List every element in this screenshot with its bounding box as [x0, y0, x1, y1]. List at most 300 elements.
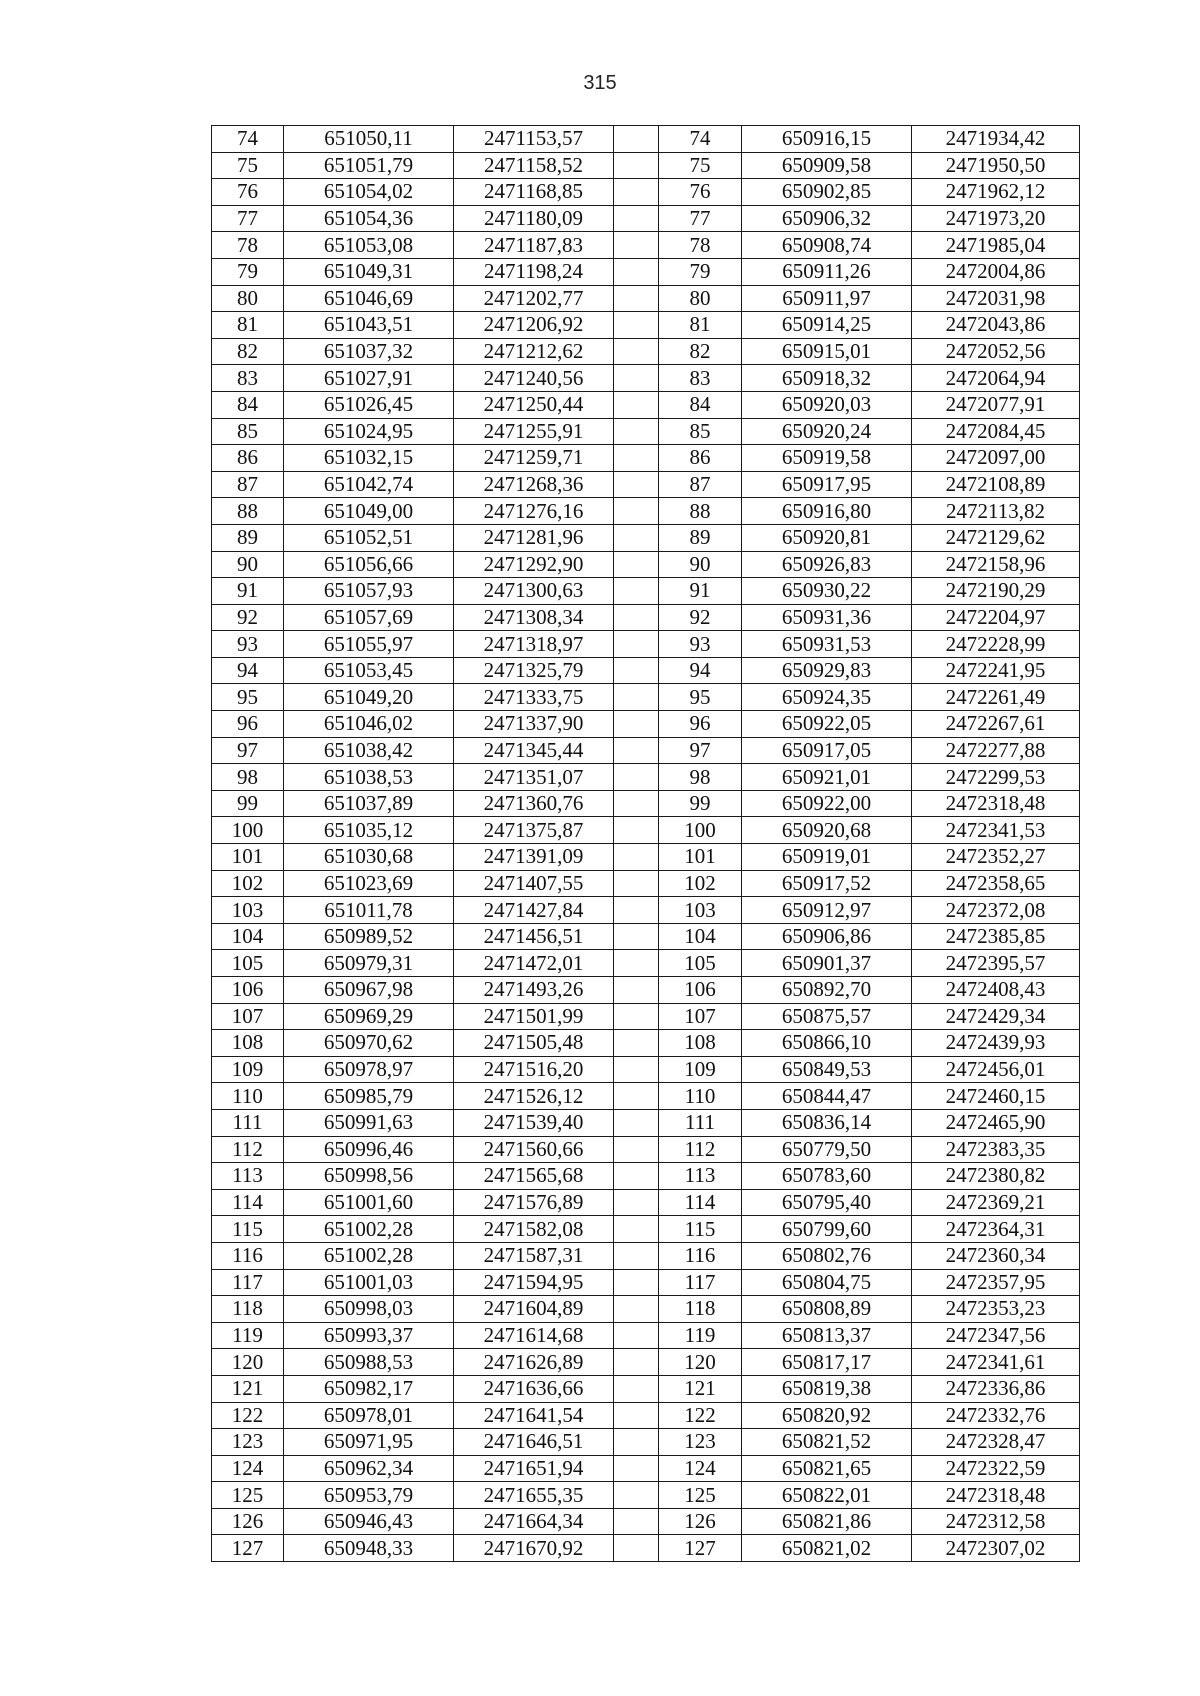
y-coordinate-left: 2471670,92: [454, 1535, 614, 1562]
y-coordinate-left: 2471180,09: [454, 205, 614, 232]
table-row: [212, 1163, 1080, 1190]
point-number-right: 124: [659, 1455, 742, 1482]
point-number-right: 108: [659, 1030, 742, 1057]
y-coordinate-left: 2471582,08: [454, 1216, 614, 1243]
table-row: [212, 1216, 1080, 1243]
x-coordinate-right: 650921,01: [742, 764, 912, 791]
point-number-right: 109: [659, 1056, 742, 1083]
y-coordinate-left: 2471318,97: [454, 631, 614, 658]
empty-separator-cell: [614, 1508, 659, 1535]
empty-separator-cell: [614, 1056, 659, 1083]
x-coordinate-right: 650844,47: [742, 1083, 912, 1110]
y-coordinate-left: 2471168,85: [454, 179, 614, 206]
y-coordinate-right: 2471950,50: [912, 152, 1080, 179]
point-number-left: 93: [212, 631, 284, 658]
empty-separator-cell: [614, 126, 659, 153]
x-coordinate-left: 650985,79: [284, 1083, 454, 1110]
y-coordinate-left: 2471646,51: [454, 1429, 614, 1456]
point-number-right: 110: [659, 1083, 742, 1110]
x-coordinate-left: 651052,51: [284, 524, 454, 551]
point-number-left: 126: [212, 1508, 284, 1535]
x-coordinate-left: 650946,43: [284, 1508, 454, 1535]
empty-separator-cell: [614, 1535, 659, 1562]
empty-separator-cell: [614, 1429, 659, 1456]
point-number-right: 84: [659, 391, 742, 418]
point-number-left: 113: [212, 1163, 284, 1190]
y-coordinate-left: 2471308,34: [454, 604, 614, 631]
y-coordinate-right: 2472084,45: [912, 418, 1080, 445]
y-coordinate-right: 2472261,49: [912, 684, 1080, 711]
table-row: [212, 604, 1080, 631]
point-number-right: 77: [659, 205, 742, 232]
x-coordinate-right: 650819,38: [742, 1375, 912, 1402]
point-number-left: 107: [212, 1003, 284, 1030]
table-row: [212, 1375, 1080, 1402]
x-coordinate-right: 650849,53: [742, 1056, 912, 1083]
x-coordinate-right: 650908,74: [742, 232, 912, 259]
x-coordinate-left: 650948,33: [284, 1535, 454, 1562]
x-coordinate-left: 650989,52: [284, 923, 454, 950]
y-coordinate-right: 2472336,86: [912, 1375, 1080, 1402]
y-coordinate-right: 2472460,15: [912, 1083, 1080, 1110]
table-row: [212, 338, 1080, 365]
table-row: [212, 1455, 1080, 1482]
point-number-right: 118: [659, 1296, 742, 1323]
table-row: [212, 1030, 1080, 1057]
point-number-right: 80: [659, 285, 742, 312]
empty-separator-cell: [614, 1136, 659, 1163]
point-number-left: 95: [212, 684, 284, 711]
point-number-left: 75: [212, 152, 284, 179]
x-coordinate-right: 650821,65: [742, 1455, 912, 1482]
y-coordinate-right: 2472267,61: [912, 711, 1080, 738]
y-coordinate-left: 2471187,83: [454, 232, 614, 259]
y-coordinate-left: 2471391,09: [454, 844, 614, 871]
x-coordinate-left: 650998,03: [284, 1296, 454, 1323]
y-coordinate-left: 2471202,77: [454, 285, 614, 312]
point-number-left: 79: [212, 258, 284, 285]
point-number-right: 116: [659, 1242, 742, 1269]
point-number-left: 123: [212, 1429, 284, 1456]
x-coordinate-left: 651054,02: [284, 179, 454, 206]
x-coordinate-right: 650821,86: [742, 1508, 912, 1535]
point-number-left: 122: [212, 1402, 284, 1429]
x-coordinate-left: 651026,45: [284, 391, 454, 418]
y-coordinate-right: 2472369,21: [912, 1189, 1080, 1216]
point-number-right: 114: [659, 1189, 742, 1216]
x-coordinate-left: 651030,68: [284, 844, 454, 871]
point-number-left: 112: [212, 1136, 284, 1163]
empty-separator-cell: [614, 657, 659, 684]
y-coordinate-left: 2471300,63: [454, 578, 614, 605]
empty-separator-cell: [614, 844, 659, 871]
y-coordinate-right: 2472395,57: [912, 950, 1080, 977]
x-coordinate-left: 650991,63: [284, 1109, 454, 1136]
table-row: [212, 1296, 1080, 1323]
point-number-right: 117: [659, 1269, 742, 1296]
table-row: [212, 578, 1080, 605]
table-row: [212, 1109, 1080, 1136]
point-number-right: 122: [659, 1402, 742, 1429]
empty-separator-cell: [614, 551, 659, 578]
empty-separator-cell: [614, 897, 659, 924]
empty-separator-cell: [614, 604, 659, 631]
x-coordinate-left: 651032,15: [284, 445, 454, 472]
x-coordinate-right: 650914,25: [742, 312, 912, 339]
y-coordinate-right: 2472408,43: [912, 977, 1080, 1004]
x-coordinate-right: 650920,03: [742, 391, 912, 418]
empty-separator-cell: [614, 1109, 659, 1136]
y-coordinate-right: 2472277,88: [912, 737, 1080, 764]
x-coordinate-right: 650836,14: [742, 1109, 912, 1136]
point-number-right: 79: [659, 258, 742, 285]
table-row: [212, 977, 1080, 1004]
point-number-left: 76: [212, 179, 284, 206]
y-coordinate-left: 2471560,66: [454, 1136, 614, 1163]
y-coordinate-left: 2471655,35: [454, 1482, 614, 1509]
y-coordinate-right: 2472358,65: [912, 870, 1080, 897]
point-number-left: 111: [212, 1109, 284, 1136]
empty-separator-cell: [614, 1296, 659, 1323]
y-coordinate-right: 2472064,94: [912, 365, 1080, 392]
x-coordinate-left: 651002,28: [284, 1216, 454, 1243]
table-row: [212, 1003, 1080, 1030]
point-number-right: 107: [659, 1003, 742, 1030]
y-coordinate-right: 2472456,01: [912, 1056, 1080, 1083]
table-row: [212, 152, 1080, 179]
point-number-left: 101: [212, 844, 284, 871]
point-number-right: 123: [659, 1429, 742, 1456]
x-coordinate-right: 650906,32: [742, 205, 912, 232]
empty-separator-cell: [614, 950, 659, 977]
y-coordinate-right: 2472052,56: [912, 338, 1080, 365]
y-coordinate-right: 2472364,31: [912, 1216, 1080, 1243]
point-number-right: 92: [659, 604, 742, 631]
point-number-left: 100: [212, 817, 284, 844]
table-row: [212, 1242, 1080, 1269]
point-number-left: 74: [212, 126, 284, 153]
y-coordinate-left: 2471565,68: [454, 1163, 614, 1190]
y-coordinate-right: 2472341,53: [912, 817, 1080, 844]
point-number-right: 113: [659, 1163, 742, 1190]
x-coordinate-left: 650970,62: [284, 1030, 454, 1057]
y-coordinate-left: 2471153,57: [454, 126, 614, 153]
x-coordinate-right: 650911,97: [742, 285, 912, 312]
x-coordinate-left: 650978,01: [284, 1402, 454, 1429]
x-coordinate-right: 650866,10: [742, 1030, 912, 1057]
empty-separator-cell: [614, 1003, 659, 1030]
empty-separator-cell: [614, 418, 659, 445]
y-coordinate-right: 2472190,29: [912, 578, 1080, 605]
x-coordinate-left: 651042,74: [284, 471, 454, 498]
point-number-right: 82: [659, 338, 742, 365]
y-coordinate-left: 2471375,87: [454, 817, 614, 844]
point-number-right: 93: [659, 631, 742, 658]
x-coordinate-right: 650922,00: [742, 790, 912, 817]
x-coordinate-right: 650919,01: [742, 844, 912, 871]
x-coordinate-left: 651027,91: [284, 365, 454, 392]
point-number-left: 121: [212, 1375, 284, 1402]
x-coordinate-left: 651055,97: [284, 631, 454, 658]
x-coordinate-right: 650917,05: [742, 737, 912, 764]
x-coordinate-left: 651053,08: [284, 232, 454, 259]
table-row: [212, 737, 1080, 764]
y-coordinate-right: 2472077,91: [912, 391, 1080, 418]
empty-separator-cell: [614, 312, 659, 339]
x-coordinate-right: 650821,52: [742, 1429, 912, 1456]
x-coordinate-right: 650920,68: [742, 817, 912, 844]
point-number-left: 90: [212, 551, 284, 578]
point-number-right: 75: [659, 152, 742, 179]
x-coordinate-right: 650911,26: [742, 258, 912, 285]
x-coordinate-right: 650892,70: [742, 977, 912, 1004]
point-number-left: 119: [212, 1322, 284, 1349]
table-row: [212, 498, 1080, 525]
y-coordinate-left: 2471268,36: [454, 471, 614, 498]
empty-separator-cell: [614, 445, 659, 472]
point-number-left: 84: [212, 391, 284, 418]
point-number-right: 126: [659, 1508, 742, 1535]
point-number-right: 99: [659, 790, 742, 817]
point-number-right: 103: [659, 897, 742, 924]
x-coordinate-left: 651053,45: [284, 657, 454, 684]
point-number-right: 98: [659, 764, 742, 791]
y-coordinate-left: 2471493,26: [454, 977, 614, 1004]
point-number-left: 83: [212, 365, 284, 392]
y-coordinate-right: 2471934,42: [912, 126, 1080, 153]
y-coordinate-right: 2472347,56: [912, 1322, 1080, 1349]
table-row: [212, 126, 1080, 153]
empty-separator-cell: [614, 338, 659, 365]
x-coordinate-left: 651024,95: [284, 418, 454, 445]
point-number-left: 106: [212, 977, 284, 1004]
y-coordinate-right: 2472004,86: [912, 258, 1080, 285]
x-coordinate-left: 650962,34: [284, 1455, 454, 1482]
y-coordinate-left: 2471333,75: [454, 684, 614, 711]
empty-separator-cell: [614, 631, 659, 658]
empty-separator-cell: [614, 1269, 659, 1296]
x-coordinate-left: 651049,20: [284, 684, 454, 711]
y-coordinate-right: 2472129,62: [912, 524, 1080, 551]
x-coordinate-left: 651023,69: [284, 870, 454, 897]
point-number-right: 101: [659, 844, 742, 871]
y-coordinate-left: 2471407,55: [454, 870, 614, 897]
x-coordinate-right: 650931,53: [742, 631, 912, 658]
y-coordinate-left: 2471427,84: [454, 897, 614, 924]
y-coordinate-left: 2471664,34: [454, 1508, 614, 1535]
table-row: [212, 179, 1080, 206]
page-number: 315: [583, 72, 617, 94]
table-row: [212, 1083, 1080, 1110]
y-coordinate-left: 2471651,94: [454, 1455, 614, 1482]
point-number-left: 103: [212, 897, 284, 924]
point-number-left: 109: [212, 1056, 284, 1083]
point-number-left: 110: [212, 1083, 284, 1110]
y-coordinate-left: 2471337,90: [454, 711, 614, 738]
point-number-right: 96: [659, 711, 742, 738]
point-number-left: 118: [212, 1296, 284, 1323]
empty-separator-cell: [614, 1322, 659, 1349]
x-coordinate-right: 650817,17: [742, 1349, 912, 1376]
table-row: [212, 1508, 1080, 1535]
x-coordinate-left: 650978,97: [284, 1056, 454, 1083]
x-coordinate-right: 650802,76: [742, 1242, 912, 1269]
table-row: [212, 391, 1080, 418]
table-row: [212, 1429, 1080, 1456]
y-coordinate-right: 2472383,35: [912, 1136, 1080, 1163]
x-coordinate-right: 650808,89: [742, 1296, 912, 1323]
x-coordinate-right: 650821,02: [742, 1535, 912, 1562]
x-coordinate-left: 650969,29: [284, 1003, 454, 1030]
table-row: [212, 232, 1080, 259]
point-number-left: 97: [212, 737, 284, 764]
y-coordinate-right: 2472307,02: [912, 1535, 1080, 1562]
point-number-left: 96: [212, 711, 284, 738]
coordinates-table-body: [212, 126, 1080, 1562]
y-coordinate-right: 2472318,48: [912, 790, 1080, 817]
x-coordinate-left: 650998,56: [284, 1163, 454, 1190]
empty-separator-cell: [614, 232, 659, 259]
point-number-left: 125: [212, 1482, 284, 1509]
y-coordinate-right: 2472332,76: [912, 1402, 1080, 1429]
table-row: [212, 1056, 1080, 1083]
point-number-left: 78: [212, 232, 284, 259]
y-coordinate-left: 2471360,76: [454, 790, 614, 817]
empty-separator-cell: [614, 764, 659, 791]
point-number-left: 81: [212, 312, 284, 339]
point-number-right: 106: [659, 977, 742, 1004]
x-coordinate-right: 650920,24: [742, 418, 912, 445]
x-coordinate-left: 651038,42: [284, 737, 454, 764]
empty-separator-cell: [614, 817, 659, 844]
table-row: [212, 817, 1080, 844]
table-row: [212, 844, 1080, 871]
y-coordinate-left: 2471626,89: [454, 1349, 614, 1376]
y-coordinate-right: 2472439,93: [912, 1030, 1080, 1057]
y-coordinate-right: 2472357,95: [912, 1269, 1080, 1296]
table-row: [212, 1482, 1080, 1509]
y-coordinate-left: 2471614,68: [454, 1322, 614, 1349]
x-coordinate-left: 651051,79: [284, 152, 454, 179]
table-row: [212, 950, 1080, 977]
y-coordinate-left: 2471240,56: [454, 365, 614, 392]
x-coordinate-right: 650909,58: [742, 152, 912, 179]
point-number-right: 111: [659, 1109, 742, 1136]
y-coordinate-right: 2472113,82: [912, 498, 1080, 525]
point-number-right: 76: [659, 179, 742, 206]
point-number-left: 91: [212, 578, 284, 605]
y-coordinate-left: 2471516,20: [454, 1056, 614, 1083]
y-coordinate-left: 2471325,79: [454, 657, 614, 684]
x-coordinate-left: 651011,78: [284, 897, 454, 924]
y-coordinate-left: 2471259,71: [454, 445, 614, 472]
x-coordinate-left: 651057,93: [284, 578, 454, 605]
x-coordinate-left: 650982,17: [284, 1375, 454, 1402]
empty-separator-cell: [614, 737, 659, 764]
y-coordinate-right: 2472228,99: [912, 631, 1080, 658]
y-coordinate-right: 2472241,95: [912, 657, 1080, 684]
table-row: [212, 790, 1080, 817]
table-row: [212, 1535, 1080, 1562]
table-row: [212, 258, 1080, 285]
empty-separator-cell: [614, 870, 659, 897]
empty-separator-cell: [614, 152, 659, 179]
y-coordinate-left: 2471594,95: [454, 1269, 614, 1296]
point-number-left: 89: [212, 524, 284, 551]
coordinates-table: [211, 125, 1080, 1562]
table-row: [212, 764, 1080, 791]
empty-separator-cell: [614, 1030, 659, 1057]
y-coordinate-right: 2472312,58: [912, 1508, 1080, 1535]
table-row: [212, 870, 1080, 897]
y-coordinate-left: 2471281,96: [454, 524, 614, 551]
point-number-right: 115: [659, 1216, 742, 1243]
empty-separator-cell: [614, 1402, 659, 1429]
table-row: [212, 365, 1080, 392]
y-coordinate-left: 2471636,66: [454, 1375, 614, 1402]
x-coordinate-right: 650799,60: [742, 1216, 912, 1243]
y-coordinate-left: 2471250,44: [454, 391, 614, 418]
empty-separator-cell: [614, 524, 659, 551]
x-coordinate-right: 650917,95: [742, 471, 912, 498]
point-number-left: 108: [212, 1030, 284, 1057]
point-number-right: 121: [659, 1375, 742, 1402]
empty-separator-cell: [614, 1189, 659, 1216]
x-coordinate-right: 650929,83: [742, 657, 912, 684]
empty-separator-cell: [614, 1349, 659, 1376]
table-row: [212, 684, 1080, 711]
point-number-right: 91: [659, 578, 742, 605]
x-coordinate-left: 651043,51: [284, 312, 454, 339]
y-coordinate-right: 2471985,04: [912, 232, 1080, 259]
table-row: [212, 312, 1080, 339]
y-coordinate-left: 2471345,44: [454, 737, 614, 764]
empty-separator-cell: [614, 1375, 659, 1402]
table-row: [212, 1322, 1080, 1349]
point-number-left: 117: [212, 1269, 284, 1296]
y-coordinate-right: 2472318,48: [912, 1482, 1080, 1509]
table-row: [212, 285, 1080, 312]
y-coordinate-left: 2471526,12: [454, 1083, 614, 1110]
x-coordinate-left: 650971,95: [284, 1429, 454, 1456]
point-number-right: 89: [659, 524, 742, 551]
x-coordinate-right: 650931,36: [742, 604, 912, 631]
x-coordinate-left: 651056,66: [284, 551, 454, 578]
y-coordinate-right: 2472360,34: [912, 1242, 1080, 1269]
empty-separator-cell: [614, 1482, 659, 1509]
x-coordinate-left: 651001,03: [284, 1269, 454, 1296]
x-coordinate-right: 650813,37: [742, 1322, 912, 1349]
x-coordinate-left: 651037,32: [284, 338, 454, 365]
point-number-left: 104: [212, 923, 284, 950]
y-coordinate-right: 2472328,47: [912, 1429, 1080, 1456]
empty-separator-cell: [614, 258, 659, 285]
y-coordinate-right: 2472322,59: [912, 1455, 1080, 1482]
y-coordinate-left: 2471576,89: [454, 1189, 614, 1216]
table-row: [212, 471, 1080, 498]
y-coordinate-right: 2471962,12: [912, 179, 1080, 206]
empty-separator-cell: [614, 1216, 659, 1243]
point-number-right: 119: [659, 1322, 742, 1349]
table-row: [212, 445, 1080, 472]
empty-separator-cell: [614, 205, 659, 232]
x-coordinate-right: 650822,01: [742, 1482, 912, 1509]
table-row: [212, 897, 1080, 924]
empty-separator-cell: [614, 790, 659, 817]
y-coordinate-left: 2471206,92: [454, 312, 614, 339]
y-coordinate-right: 2472097,00: [912, 445, 1080, 472]
empty-separator-cell: [614, 923, 659, 950]
